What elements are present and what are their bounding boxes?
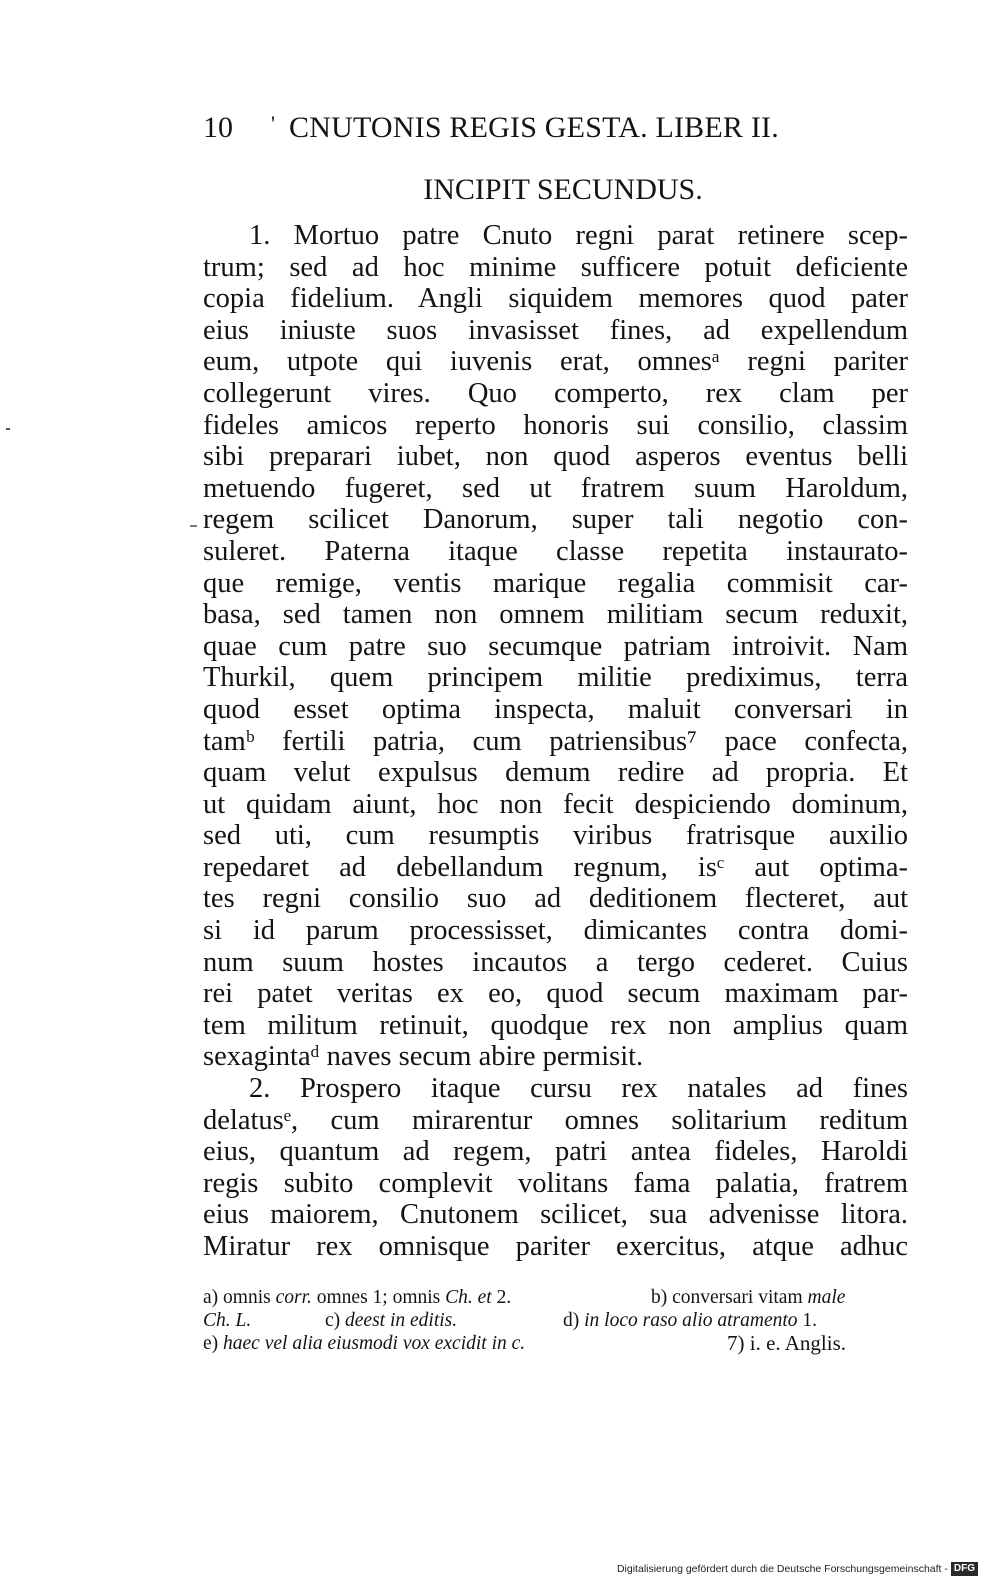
footnote-b-cont: Ch. L. [203,1310,252,1331]
text-line: basa, sed tamen non omnem militiam secum reduxit, [203,599,908,631]
text-line: suleret. Paterna itaque classe repetita instaurato- [203,535,908,567]
text-line: eius maiorem, Cnutonem scilicet, sua advenisse litora. [203,1199,908,1231]
text-line: num suum hostes incautos a tergo cederet. Cuius [203,946,908,978]
section-title: INCIPIT SECUNDUS. [423,173,703,206]
footnote-line [203,1332,908,1355]
text-line: fideles amicos reperto honoris sui consilio, classim [203,409,908,441]
footnote-c: c) deest in editis. [325,1310,458,1331]
text-line: si id parum processisset, dimicantes contra domi- [203,915,908,947]
scan-speck [6,428,10,430]
text-line: que remige, ventis marique regalia commisit car- [203,567,908,599]
text-line: 1. Mortuo patre Cnuto regni parat retinere scep- [249,220,908,251]
text-line: delatusᵉ, cum mirarentur omnes solitarium reditum [203,1104,908,1136]
text-line: quam velut expulsus demum redire ad propria. Et [203,757,908,789]
text-line: eius iniuste suos invasisset fines, ad expellendum [203,314,908,346]
footnote-a: a) omnis corr. omnes 1; omnis Ch. et 2. [203,1287,512,1308]
footnote-line [203,1286,908,1309]
dfg-logo: DFG [951,1562,978,1576]
text-line: tem militum retinuit, quodque rex non amplius quam [203,1009,908,1041]
header-mark: ' [271,111,275,136]
text-line: Miratur rex omnisque pariter exercitus, atque adhuc [203,1231,908,1262]
footnote-e: e) haec vel alia eiusmodi vox excidit in c. [203,1333,526,1354]
text-line: rei patet veritas ex eo, quod secum maximam par- [203,978,908,1010]
text-line: regem scilicet Danorum, super tali negotio con- [203,504,908,536]
footnote-7: 7) i. e. Anglis. [727,1331,846,1355]
scan-speck [190,525,197,527]
text-line: repedaret ad debellandum regnum, isᶜ aut optima- [203,851,908,883]
text-line: metuendo fugeret, sed ut fratrem suum Haroldum, [203,472,908,504]
digitization-credit [617,1559,978,1579]
text-line: 2. Prospero itaque cursu rex natales ad fines [249,1073,908,1105]
text-line: collegerunt vires. Quo comperto, rex clam per [203,377,908,409]
footnote-d: d) in loco raso alio atramento 1. [563,1310,818,1331]
footnote-line [203,1309,908,1332]
footnotes [203,1286,908,1355]
text-line: quod esset optima inspecta, maluit conversari in [203,693,908,725]
text-line: sibi preparari iubet, non quod asperos eventus belli [203,441,908,473]
text-line: tes regni consilio suo ad deditionem flecteret, aut [203,883,908,915]
footnote-b: b) conversari vitam male [651,1287,846,1308]
text-line: copia fidelium. Angli siquidem memores quod pater [203,283,908,315]
text-line: tamᵇ fertili patria, cum patriensibus⁷ pace confecta, [203,725,908,757]
text-line: sed uti, cum resumptis viribus fratrisque auxilio [203,820,908,852]
text-line: trum; sed ad hoc minime sufficere potuit deficiente [203,251,908,283]
running-title: CNUTONIS REGIS GESTA. LIBER II. [289,111,779,144]
credit-text: Digitalisierung gefördert durch die Deutsche Forschungsgemeinschaft - [616,1563,948,1575]
text-line: sexagintaᵈ naves secum abire permisit. [203,1041,644,1073]
text-line: Thurkil, quem principem militie prediximus, terra [203,662,908,694]
text-line: regis subito complevit volitans fama palatia, fratrem [203,1167,908,1199]
text-line: eius, quantum ad regem, patri antea fideles, Haroldi [203,1136,908,1168]
page-number: 10 [203,111,233,144]
text-line: ut quidam aiunt, hoc non fecit despiciendo dominum, [203,788,908,820]
text-line: eum, utpote qui iuvenis erat, omnesᵃ regni pariter [203,346,908,378]
text-line: quae cum patre suo secumque patriam introivit. Nam [203,630,908,662]
main-text [203,220,908,1263]
page-header [203,108,903,148]
